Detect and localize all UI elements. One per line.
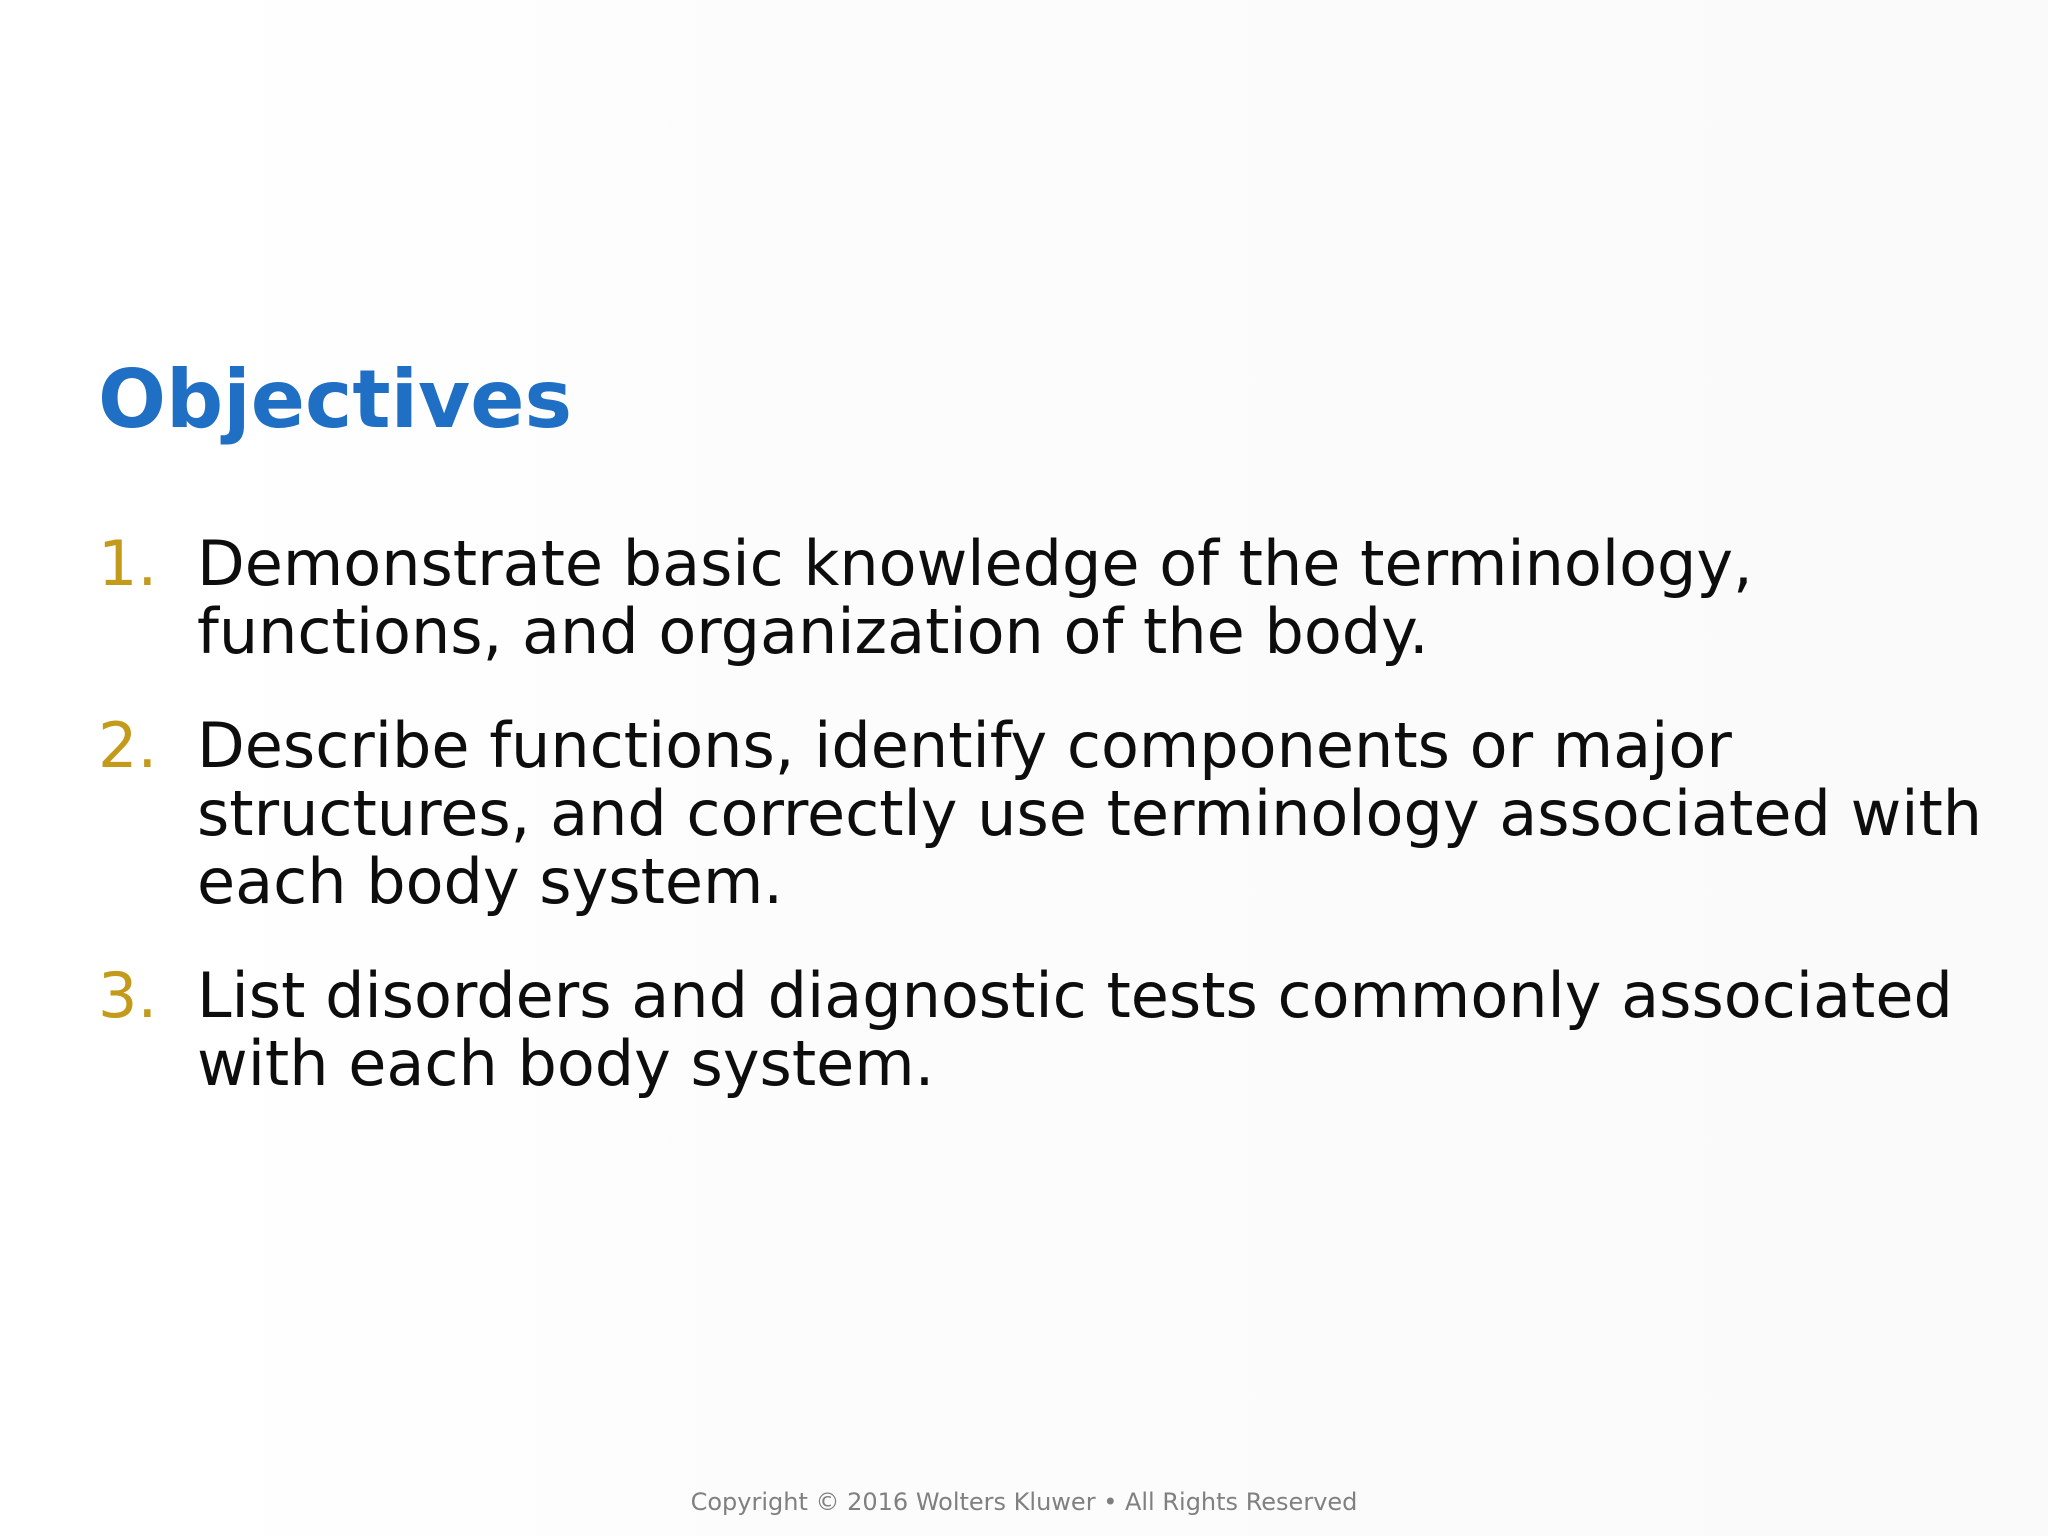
objective-number: 3. xyxy=(98,959,158,1032)
objective-number: 1. xyxy=(98,527,158,600)
objectives-list xyxy=(98,527,1998,1144)
slide-title: Objectives xyxy=(98,353,573,446)
objective-number: 2. xyxy=(98,709,158,782)
objective-item-2 xyxy=(98,709,1998,918)
objective-text: Demonstrate basic knowledge of the terminology, functions, and organization of the body. xyxy=(197,527,1753,668)
objective-item-1 xyxy=(98,527,1998,668)
objective-text: List disorders and diagnostic tests commonly associated with each body system. xyxy=(197,959,1953,1100)
copyright-footer: Copyright © 2016 Wolters Kluwer • All Rights Reserved xyxy=(690,1488,1358,1516)
objective-item-3 xyxy=(98,959,1998,1100)
objective-text: Describe functions, identify components or major structures, and correctly use terminology associated with each body system. xyxy=(197,709,1983,918)
